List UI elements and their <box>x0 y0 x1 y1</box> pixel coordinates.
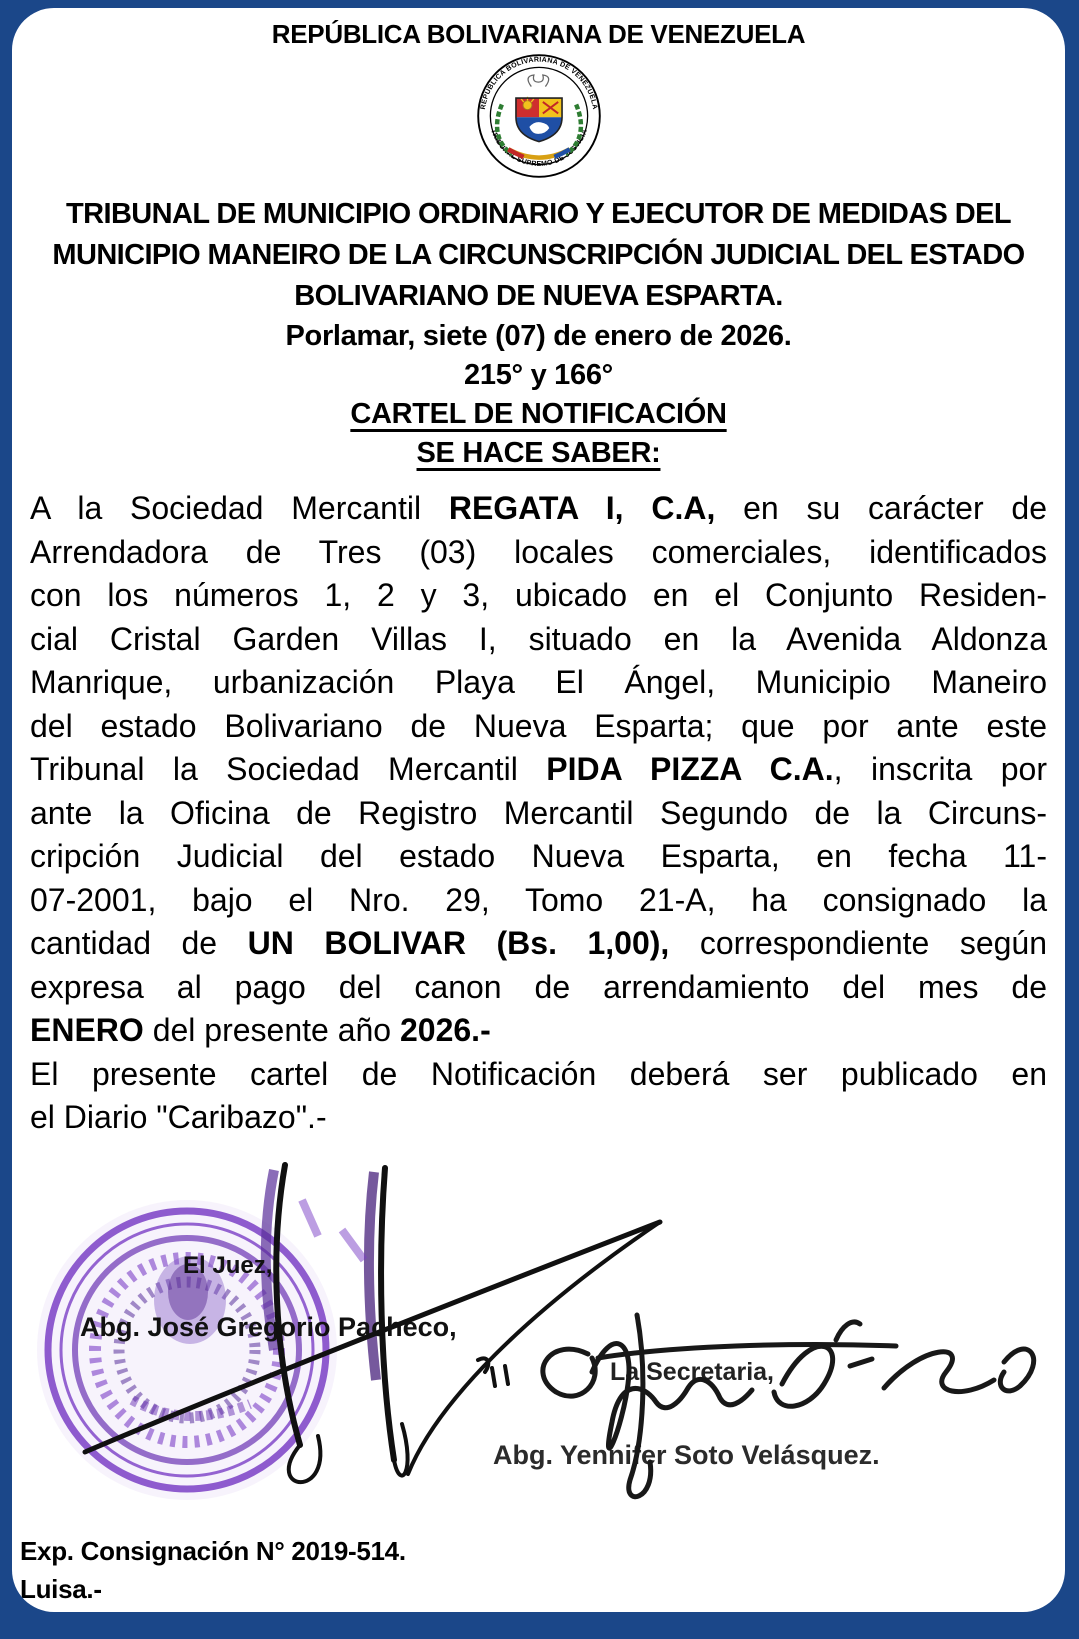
notice-subtitle: SE HACE SABER: <box>416 437 661 469</box>
body-line: ENERO del presente año 2026.- <box>30 1012 491 1048</box>
secretary-role-label: La Secretaria, <box>610 1357 774 1386</box>
date-line: Porlamar, siete (07) de enero de 2026. <box>285 320 792 352</box>
court-name-line: TRIBUNAL DE MUNICIPIO ORDINARIO Y EJECUTOR DE MEDIDAS DEL <box>66 198 1011 230</box>
secretary-name-label: Abg. Yennifer Soto Velásquez. <box>493 1439 880 1470</box>
document-sheet <box>12 8 1065 1612</box>
coat-of-arms-seal-icon <box>475 52 603 180</box>
body-line: Manrique, urbanización Playa El Ángel, Municipio Maneiro <box>30 664 1047 700</box>
body-line: con los números 1, 2 y 3, ubicado en el Conjunto Residen- <box>30 577 1047 613</box>
republic-title: REPÚBLICA BOLIVARIANA DE VENEZUELA <box>271 19 806 49</box>
body-line: cial Cristal Garden Villas I, situado en la Avenida Aldonza <box>30 620 1047 657</box>
body-line: cripción Judicial del estado Nueva Esparta, en fecha 11- <box>30 838 1047 874</box>
clerk-name: Luisa.- <box>20 1574 102 1604</box>
notice-body <box>30 487 1047 1140</box>
body-line: cantidad de UN BOLIVAR (Bs. 1,00), correspondiente según <box>30 925 1048 961</box>
exp-number: Exp. Consignación N° 2019-514. <box>20 1536 406 1566</box>
body-line: ante la Oficina de Registro Mercantil Segundo de la Circuns- <box>30 794 1047 831</box>
seal-ring-top-text: REPÚBLICA BOLIVARIANA DE VENEZUELA <box>479 56 598 111</box>
notice-title: CARTEL DE NOTIFICACIÓN <box>350 398 727 430</box>
body-line: A la Sociedad Mercantil REGATA I, C.A, en su carácter de <box>30 490 1047 526</box>
court-name-line: BOLIVARIANO DE NUEVA ESPARTA. <box>294 280 783 312</box>
body-line: del estado Bolivariano de Nueva Esparta; que por ante este <box>30 707 1047 744</box>
body-line: 07-2001, bajo el Nro. 29, Tomo 21-A, ha consignado la <box>30 881 1047 918</box>
body-line: El presente cartel de Notificación deberá ser publicado en <box>30 1055 1047 1092</box>
footer-block <box>20 1532 406 1608</box>
body-line: Arrendadora de Tres (03) locales comerciales, identificados <box>30 533 1047 570</box>
court-name-line: MUNICIPIO MANEIRO DE LA CIRCUNSCRIPCIÓN JUDICIAL DEL ESTADO <box>52 239 1025 271</box>
judge-role-label: El Juez, <box>183 1251 273 1279</box>
body-line: expresa al pago del canon de arrendamiento del mes de <box>30 968 1047 1005</box>
court-name <box>12 194 1065 317</box>
anniversary-line: 215° y 166° <box>464 359 613 391</box>
judge-name-label: Abg. José Gregorio Pacheco, <box>80 1311 457 1342</box>
seal-ring-bottom-text: TRIBUNAL SUPREMO DE JUSTICIA <box>488 128 589 168</box>
body-line: Tribunal la Sociedad Mercantil PIDA PIZZA C.A., inscrita por <box>30 751 1048 787</box>
body-line: el Diario "Caribazo".- <box>30 1099 327 1135</box>
signature-zone <box>12 1140 1065 1512</box>
